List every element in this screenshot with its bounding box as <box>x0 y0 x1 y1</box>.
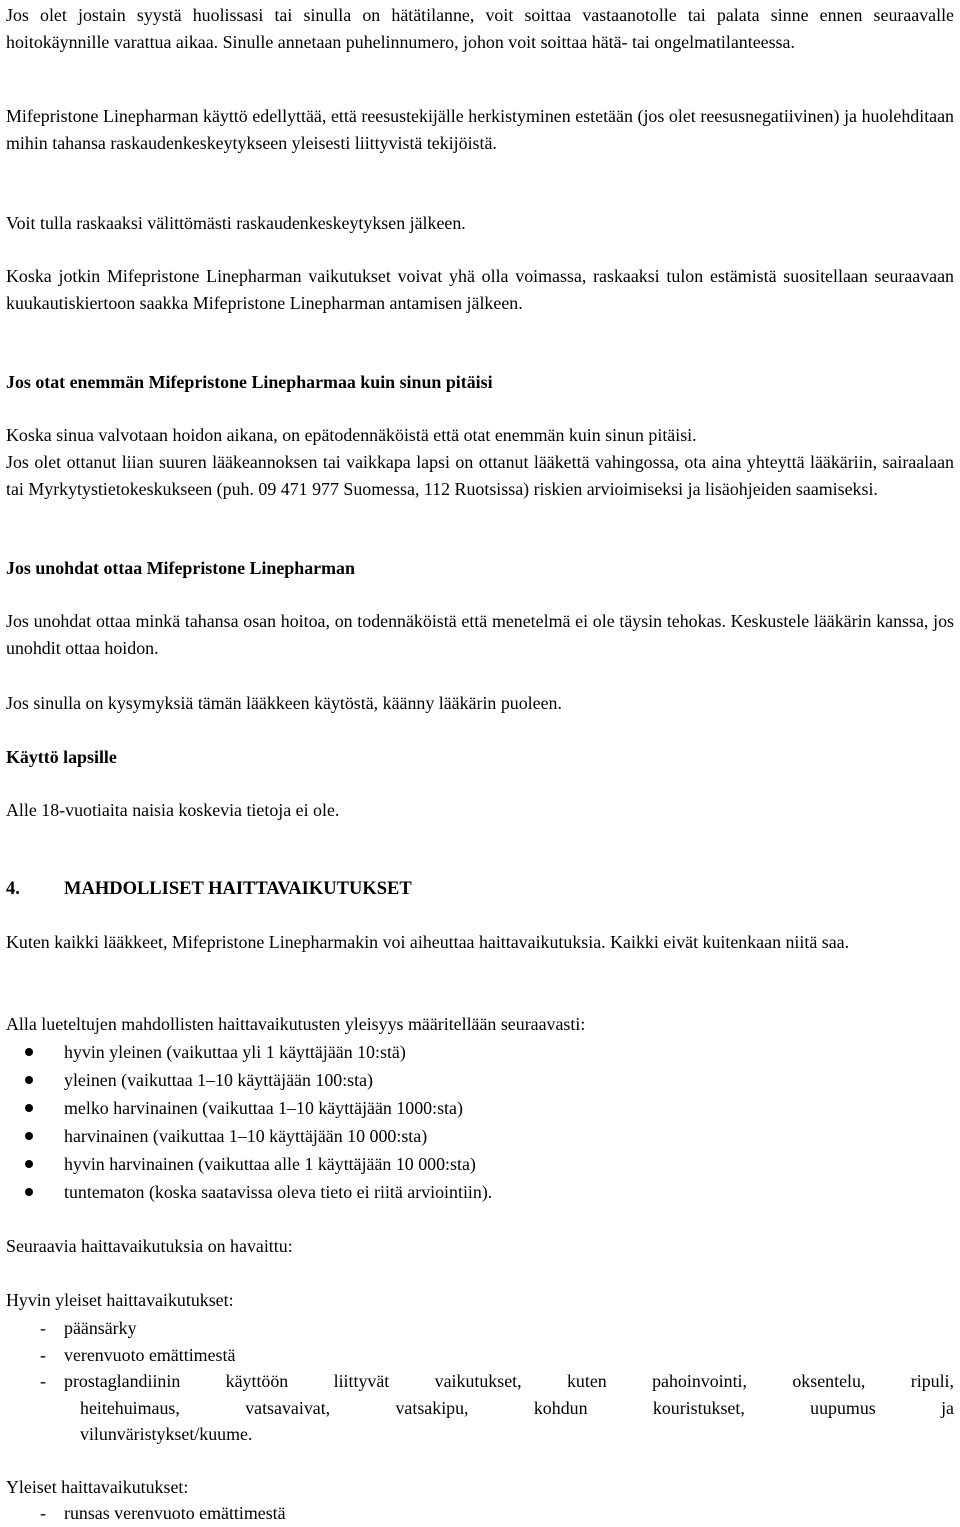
dash-marker: - <box>40 1503 46 1523</box>
heading-children: Käyttö lapsille <box>6 747 117 767</box>
list-item: tuntematon (koska saatavissa oleva tieto ei riitä arviointiin). <box>6 1178 954 1206</box>
list-item: harvinainen (vaikuttaa 1–10 käyttäjään 10 000:sta) <box>6 1122 954 1150</box>
common-list <box>6 1500 954 1527</box>
heading-overdose: Jos otat enemmän Mifepristone Linepharmaa kuin sinun pitäisi <box>6 372 493 392</box>
bullet-icon <box>25 1104 33 1112</box>
paragraph-monitoring: Koska sinua valvotaan hoidon aikana, on epätodennäköistä että otat enemmän kuin sinun pitäisi. <box>6 425 697 445</box>
dash-marker: - <box>40 1318 46 1338</box>
list-item: hyvin yleinen (vaikuttaa yli 1 käyttäjään 10:stä) <box>6 1038 954 1066</box>
heading-forgot-dose: Jos unohdat ottaa Mifepristone Linepharman <box>6 558 355 578</box>
frequency-list <box>6 1038 954 1206</box>
bullet-icon <box>25 1048 33 1056</box>
heading-common: Yleiset haittavaikutukset: <box>6 1477 189 1497</box>
bullet-icon <box>25 1188 33 1196</box>
heading-very-common: Hyvin yleiset haittavaikutukset: <box>6 1290 234 1310</box>
bullet-icon <box>25 1132 33 1140</box>
paragraph-side-effects-intro: Kuten kaikki lääkkeet, Mifepristone Linepharmakin voi aiheuttaa haittavaikutuksia. Kaikki eivät kuitenkaan niitä saa. <box>6 932 850 952</box>
paragraph-pregnancy-after: Voit tulla raskaaksi välittömästi raskaudenkeskeytyksen jälkeen. <box>6 213 466 233</box>
paragraph-forgot-dose: Jos unohdat ottaa minkä tahansa osan hoitoa, on todennäköistä että menetelmä ei ole täysin tehokas. Keskustele lääkärin kanssa, jos unohdit ottaa hoidon. <box>6 611 954 658</box>
list-item: - runsas verenvuoto emättimestä <box>6 1500 954 1527</box>
section-heading <box>6 876 954 903</box>
dash-marker: - <box>40 1371 46 1391</box>
list-item: hyvin harvinainen (vaikuttaa alle 1 käyttäjään 10 000:sta) <box>6 1150 954 1178</box>
dash-marker: - <box>40 1344 46 1365</box>
list-item: - verenvuoto emättimestä <box>6 1342 954 1369</box>
paragraph-questions: Jos sinulla on kysymyksiä tämän lääkkeen käytöstä, käänny lääkärin puoleen. <box>6 693 562 713</box>
list-line: vilunväristykset/kuume. <box>80 1424 253 1444</box>
paragraph-contraception: Koska jotkin Mifepristone Linepharman vaikutukset voivat yhä olla voimassa, raskaaksi tulon estämistä suositellaan seuraavaan kuukautiskiertoon saakka Mifepristone Linepharman antamisen jälkeen. <box>6 266 954 313</box>
very-common-list <box>6 1315 954 1448</box>
list-line: heitehuimaus, vatsavaivat, vatsakipu, kohdun kouristukset, uupumus ja <box>80 1397 954 1418</box>
paragraph-overdose-instructions: Jos olet ottanut liian suuren lääkeannoksen tai vaikkapa lapsi on ottanut lääkettä vahingossa, ota aina yhteyttä lääkäriin, sairaalaan tai Myrkytystietokeskukseen (puh. 09 471 977 Suomessa, 112 Ruotsissa) riskien arvioimiseksi ja lisäohjeiden saamiseksi. <box>6 452 954 499</box>
paragraph-emergency-contact: Jos olet jostain syystä huolissasi tai sinulla on hätätilanne, voit soittaa vastaanotolle tai palata sinne ennen seuraavalle hoitokäynnille varattua aikaa. Sinulle annetaan puhelinnumero, johon voit soittaa hätä- tai ongelmatilanteessa. <box>6 5 954 52</box>
paragraph-observed-effects: Seuraavia haittavaikutuksia on havaittu: <box>6 1236 293 1256</box>
bullet-icon <box>25 1076 33 1084</box>
list-line: prostaglandiinin käyttöön liittyvät vaikutukset, kuten pahoinvointi, oksentelu, ripuli, <box>64 1371 954 1391</box>
paragraph-children: Alle 18-vuotiaita naisia koskevia tietoja ei ole. <box>6 800 340 820</box>
section-number: 4. <box>6 879 20 899</box>
bullet-icon <box>25 1160 33 1168</box>
paragraph-rhesus: Mifepristone Linepharman käyttö edellyttää, että reesustekijälle herkistyminen estetään (jos olet reesusnegatiivinen) ja huolehditaan mihin tahansa raskaudenkeskeytykseen yleisesti liittyvistä tekijöistä. <box>6 106 954 153</box>
list-item <box>6 1368 954 1448</box>
section-title: MAHDOLLISET HAITTAVAIKUTUKSET <box>64 879 412 899</box>
list-item: - päänsärky <box>6 1315 954 1342</box>
list-item: melko harvinainen (vaikuttaa 1–10 käyttäjään 1000:sta) <box>6 1094 954 1122</box>
list-item: yleinen (vaikuttaa 1–10 käyttäjään 100:sta) <box>6 1066 954 1094</box>
paragraph-frequency-intro: Alla lueteltujen mahdollisten haittavaikutusten yleisyys määritellään seuraavasti: <box>6 1014 586 1034</box>
